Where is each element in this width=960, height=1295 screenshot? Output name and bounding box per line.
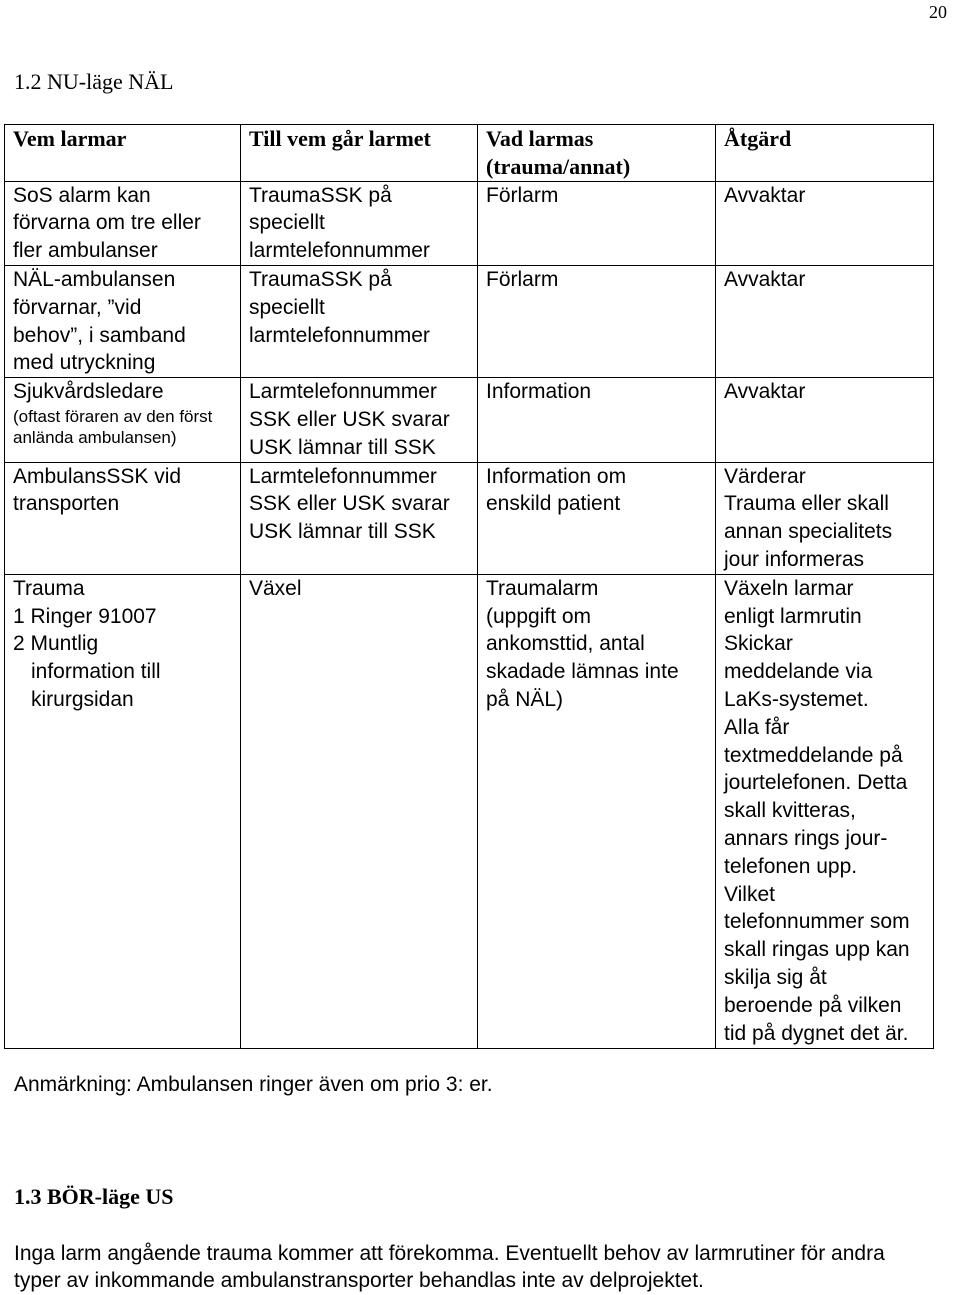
- cell-line: Trauma eller skall: [724, 492, 889, 516]
- cell-line: Alla får: [724, 715, 790, 739]
- section-heading-1-2: 1.2 NU-läge NÄL: [14, 69, 174, 94]
- cell-line: skilja sig åt: [724, 965, 827, 989]
- cell-line: NÄL-ambulansen: [13, 267, 176, 291]
- cell-line: USK lämnar till SSK: [249, 520, 436, 544]
- cell-line: transporten: [13, 492, 120, 516]
- cell-line: textmeddelande på: [724, 743, 903, 767]
- cell-note-line: (oftast föraren av den först: [13, 406, 213, 426]
- cell-line: annars rings jour-: [724, 826, 888, 850]
- cell-line: Värderar: [724, 464, 806, 488]
- cell-line: larmtelefonnummer: [249, 239, 430, 263]
- cell-line: Trauma: [13, 576, 85, 600]
- section-heading-1-3: 1.3 BÖR-läge US: [14, 1184, 174, 1209]
- cell-line: SoS alarm kan: [13, 183, 151, 207]
- section-1-3-body: [14, 1240, 949, 1294]
- cell-who: [5, 462, 241, 574]
- table-row: [5, 265, 934, 377]
- cell-line: Avvaktar: [724, 183, 806, 207]
- cell-line: behov”, i samband: [13, 323, 186, 347]
- body-line: Inga larm angående trauma kommer att förekomma. Eventuellt behov av larmrutiner för andra: [14, 1242, 885, 1265]
- cell-list-continuation: kirurgsidan: [31, 687, 134, 711]
- cell-what: [478, 181, 716, 265]
- cell-line: beroende på vilken: [724, 993, 902, 1017]
- cell-to: [241, 574, 478, 1048]
- cell-line: SSK eller USK svarar: [249, 492, 450, 516]
- cell-line: Information: [486, 380, 592, 404]
- cell-what: [478, 265, 716, 377]
- cell-line: enligt larmrutin: [724, 604, 862, 628]
- cell-line: enskild patient: [486, 492, 621, 516]
- header-to: Till vem går larmet: [241, 125, 478, 182]
- table-note: Anmärkning: Ambulansen ringer även om prio 3: er.: [14, 1073, 493, 1096]
- cell-line: Avvaktar: [724, 267, 806, 291]
- cell-line: USK lämnar till SSK: [249, 435, 436, 459]
- cell-who: [5, 574, 241, 1048]
- table-row: [5, 462, 934, 574]
- cell-to: [241, 181, 478, 265]
- header-action: Åtgärd: [716, 125, 934, 182]
- cell-who: [5, 378, 241, 462]
- cell-line: fler ambulanser: [13, 239, 158, 263]
- cell-line: (uppgift om: [486, 604, 592, 628]
- cell-line: larmtelefonnummer: [249, 323, 430, 347]
- cell-what: [478, 462, 716, 574]
- cell-line: förvarnar, ”vid: [13, 295, 142, 319]
- page-number: 20: [929, 2, 947, 22]
- cell-action: [716, 181, 934, 265]
- cell-line: telefonnummer som: [724, 910, 910, 934]
- cell-line: förvarna om tre eller: [13, 211, 201, 235]
- cell-who: [5, 181, 241, 265]
- cell-line: Avvaktar: [724, 380, 806, 404]
- cell-to: [241, 462, 478, 574]
- alarm-routine-table: [4, 124, 934, 1049]
- header-who: Vem larmar: [5, 125, 241, 182]
- cell-line: jour informeras: [724, 547, 865, 571]
- cell-line: TraumaSSK på: [249, 183, 392, 207]
- cell-action: [716, 378, 934, 462]
- cell-action: [716, 462, 934, 574]
- cell-line: skadade lämnas inte: [486, 660, 679, 684]
- cell-line: speciellt: [249, 295, 325, 319]
- cell-action: [716, 574, 934, 1048]
- cell-action: [716, 265, 934, 377]
- cell-line: Vilket: [724, 882, 775, 906]
- cell-line: TraumaSSK på: [249, 267, 392, 291]
- cell-note-line: anlända ambulansen): [13, 427, 177, 447]
- cell-line: tid på dygnet det är.: [724, 1021, 909, 1045]
- table-row: [5, 181, 934, 265]
- header-what: Vad larmas (trauma/annat): [478, 125, 716, 182]
- cell-line: med utryckning: [13, 351, 156, 375]
- cell-line: meddelande via: [724, 660, 873, 684]
- cell-list-continuation: information till: [31, 660, 161, 684]
- cell-line: Information om: [486, 464, 627, 488]
- cell-line: Växel: [249, 576, 302, 600]
- cell-line: LaKs-systemet.: [724, 687, 869, 711]
- cell-line: annan specialitets: [724, 520, 893, 544]
- cell-line: Larmtelefonnummer: [249, 380, 437, 404]
- cell-to: [241, 378, 478, 462]
- cell-who: [5, 265, 241, 377]
- table-header-row: [5, 125, 934, 182]
- cell-line: jourtelefonen. Detta: [724, 771, 908, 795]
- cell-line: Förlarm: [486, 183, 559, 207]
- table-row: [5, 378, 934, 462]
- cell-line: på NÄL): [486, 687, 564, 711]
- cell-line: Förlarm: [486, 267, 559, 291]
- cell-list-item: 1 Ringer 91007: [13, 604, 157, 628]
- cell-line: AmbulansSSK vid: [13, 464, 182, 488]
- cell-line: Växeln larmar: [724, 576, 854, 600]
- cell-line: ankomsttid, antal: [486, 632, 645, 656]
- table-row: [5, 574, 934, 1048]
- cell-line: telefonen upp.: [724, 854, 858, 878]
- cell-line: Skickar: [724, 632, 793, 656]
- cell-what: [478, 378, 716, 462]
- cell-line: Sjukvårdsledare: [13, 380, 164, 404]
- cell-line: Larmtelefonnummer: [249, 464, 437, 488]
- cell-list-item: 2 Muntlig: [13, 632, 99, 656]
- cell-what: [478, 574, 716, 1048]
- cell-line: skall kvitteras,: [724, 799, 856, 823]
- cell-line: speciellt: [249, 211, 325, 235]
- cell-line: Traumalarm: [486, 576, 599, 600]
- cell-line: SSK eller USK svarar: [249, 407, 450, 431]
- cell-line: skall ringas upp kan: [724, 938, 910, 962]
- cell-to: [241, 265, 478, 377]
- body-line: typer av inkommande ambulanstransporter behandlas inte av delprojektet.: [14, 1269, 704, 1292]
